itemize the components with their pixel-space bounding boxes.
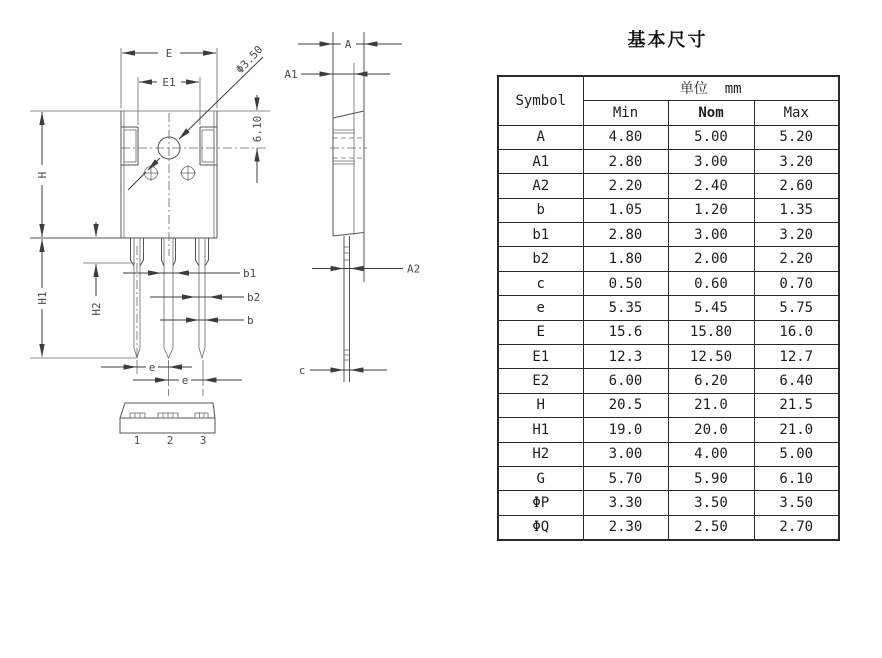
dim-max: 2.70 (754, 515, 839, 539)
dim-label-e1: e (148, 361, 156, 374)
dim-min: 3.00 (583, 442, 668, 466)
dim-symbol: e (498, 296, 583, 320)
dim-min: 2.80 (583, 223, 668, 247)
dim-min: 6.00 (583, 369, 668, 393)
dim-nom: 3.50 (668, 491, 754, 515)
table-row (498, 442, 839, 466)
table-row (498, 174, 839, 198)
table-row (498, 515, 839, 539)
symbol-header: Symbol (498, 76, 583, 125)
table-row (498, 466, 839, 490)
dim-symbol: G (498, 466, 583, 490)
dim-nom: 5.90 (668, 466, 754, 490)
table-row (498, 247, 839, 271)
table-row (498, 345, 839, 369)
dim-max: 6.10 (754, 466, 839, 490)
dim-symbol: b1 (498, 223, 583, 247)
pin-number-2: 2 (166, 434, 174, 447)
dim-max: 0.70 (754, 271, 839, 295)
dim-label-e2: e (181, 374, 189, 387)
dim-label-E1: E1 (162, 76, 176, 89)
dim-max: 5.20 (754, 125, 839, 149)
dim-min: 15.6 (583, 320, 668, 344)
pin-number-3: 3 (199, 434, 207, 447)
table-row (498, 125, 839, 149)
dim-label-c: c (298, 364, 306, 377)
dim-symbol: A2 (498, 174, 583, 198)
dim-nom: 0.60 (668, 271, 754, 295)
nom-header: Nom (668, 100, 754, 125)
dim-label-6-10: 6.10 (251, 115, 264, 143)
dimensions-table (497, 75, 840, 541)
dim-label-A2: A2 (407, 262, 421, 276)
dim-nom: 6.20 (668, 369, 754, 393)
dim-min: 1.80 (583, 247, 668, 271)
unit-header: 单位 mm (583, 76, 839, 100)
dim-nom: 20.0 (668, 418, 754, 442)
dim-label-b: b (247, 314, 254, 327)
dim-max: 2.20 (754, 247, 839, 271)
dim-symbol: A1 (498, 149, 583, 173)
dim-nom: 15.80 (668, 320, 754, 344)
dim-min: 0.50 (583, 271, 668, 295)
dim-nom: 3.00 (668, 149, 754, 173)
table-title: 基本尺寸 (627, 30, 708, 50)
dim-symbol: H1 (498, 418, 583, 442)
table-row (498, 149, 839, 173)
bottom-view (120, 403, 215, 447)
table-row (498, 271, 839, 295)
dim-max: 3.50 (754, 491, 839, 515)
dim-max: 5.75 (754, 296, 839, 320)
dim-label-b1: b1 (243, 267, 257, 280)
pin-number-1: 1 (133, 434, 141, 447)
dim-max: 3.20 (754, 223, 839, 247)
dim-min: 12.3 (583, 345, 668, 369)
dim-label-H1: H1 (36, 291, 49, 305)
dim-label-b2: b2 (247, 291, 261, 304)
min-header: Min (583, 100, 668, 125)
small-hole-right (180, 165, 196, 181)
dim-label-E: E (165, 47, 173, 60)
table-row (498, 198, 839, 222)
dim-max: 6.40 (754, 369, 839, 393)
dim-symbol: H (498, 393, 583, 417)
dim-label-A: A (344, 38, 352, 51)
dim-min: 3.30 (583, 491, 668, 515)
dim-nom: 2.40 (668, 174, 754, 198)
dim-nom: 21.0 (668, 393, 754, 417)
dim-label-hole-diameter: Φ3.50 (233, 43, 266, 77)
dim-min: 2.30 (583, 515, 668, 539)
dim-label-H2: H2 (90, 302, 103, 316)
table-row (498, 320, 839, 344)
dimension-lines (42, 44, 403, 380)
dim-label-A1: A1 (284, 68, 298, 81)
dim-symbol: b2 (498, 247, 583, 271)
table-row (498, 491, 839, 515)
dim-symbol: A (498, 125, 583, 149)
table-row (498, 296, 839, 320)
lead-2 (162, 238, 176, 358)
dim-min: 2.80 (583, 149, 668, 173)
dim-max: 12.7 (754, 345, 839, 369)
front-view (30, 111, 270, 396)
dim-nom: 4.00 (668, 442, 754, 466)
table-row (498, 393, 839, 417)
package-outline-drawing (0, 0, 480, 470)
table-row (498, 369, 839, 393)
lead-3 (196, 238, 209, 358)
max-header: Max (754, 100, 839, 125)
dim-symbol: E (498, 320, 583, 344)
table-row (498, 418, 839, 442)
dim-min: 1.05 (583, 198, 668, 222)
dim-symbol: c (498, 271, 583, 295)
dim-max: 1.35 (754, 198, 839, 222)
dim-min: 4.80 (583, 125, 668, 149)
dim-symbol: b (498, 198, 583, 222)
side-view (330, 32, 367, 382)
table-header-row-1 (498, 76, 839, 100)
dim-nom: 2.00 (668, 247, 754, 271)
dim-min: 2.20 (583, 174, 668, 198)
dim-nom: 5.00 (668, 125, 754, 149)
table-row (498, 223, 839, 247)
dim-nom: 3.00 (668, 223, 754, 247)
dim-symbol: E2 (498, 369, 583, 393)
dim-max: 21.5 (754, 393, 839, 417)
dim-nom: 1.20 (668, 198, 754, 222)
dim-max: 3.20 (754, 149, 839, 173)
dim-min: 5.70 (583, 466, 668, 490)
dim-max: 16.0 (754, 320, 839, 344)
dim-nom: 5.45 (668, 296, 754, 320)
dim-min: 5.35 (583, 296, 668, 320)
dim-max: 5.00 (754, 442, 839, 466)
dim-symbol: ΦP (498, 491, 583, 515)
dim-symbol: H2 (498, 442, 583, 466)
dim-nom: 12.50 (668, 345, 754, 369)
dim-min: 19.0 (583, 418, 668, 442)
dim-nom: 2.50 (668, 515, 754, 539)
dim-symbol: ΦQ (498, 515, 583, 539)
dim-min: 20.5 (583, 393, 668, 417)
dim-symbol: E1 (498, 345, 583, 369)
dim-max: 2.60 (754, 174, 839, 198)
dim-label-H: H (36, 171, 49, 179)
dim-max: 21.0 (754, 418, 839, 442)
